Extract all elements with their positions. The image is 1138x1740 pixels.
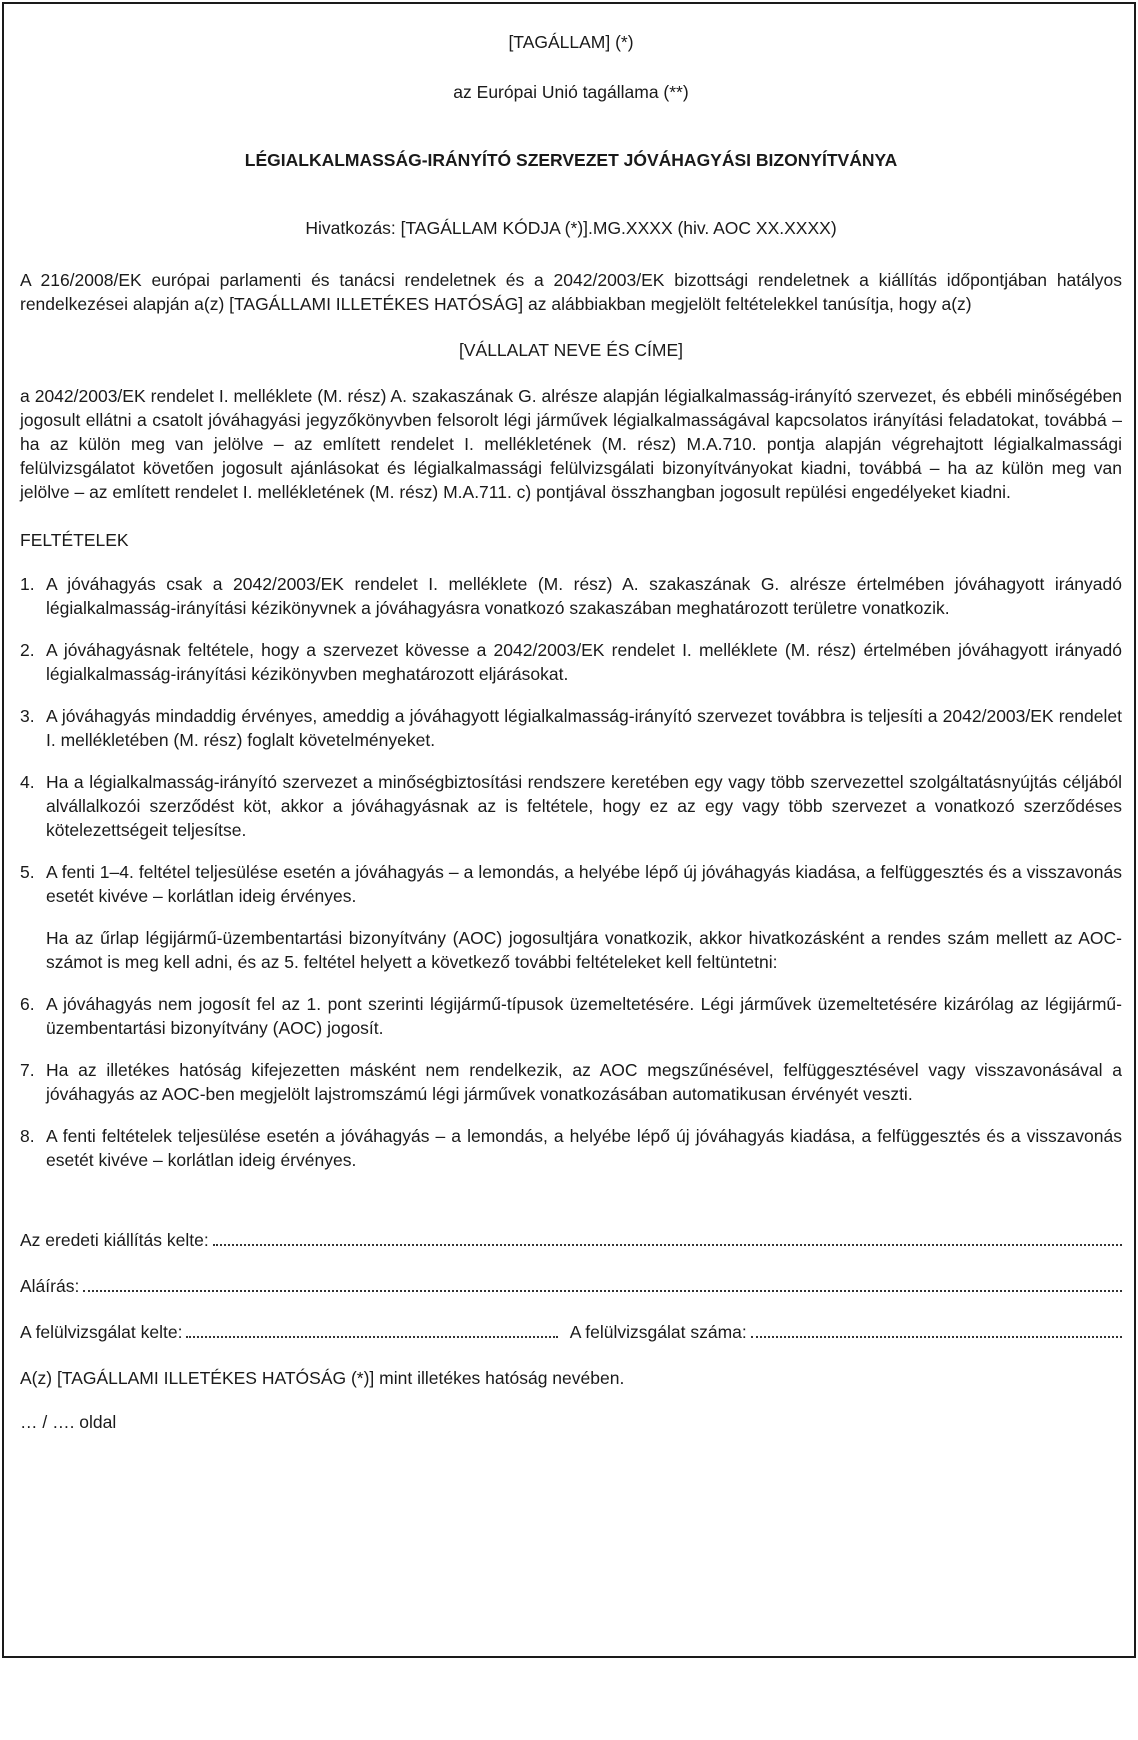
condition-number: 3. [20, 706, 35, 726]
condition-number: 6. [20, 994, 35, 1014]
condition-text: A fenti 1–4. feltétel teljesülése esetén a jóváhagyás – a lemondás, a helyébe lépő új jóváhagyás kiadása, a felfüggesztés és a visszavonás esetét kivéve – korlátlan ideig érvényes. [46, 862, 1122, 906]
certificate-content [20, 30, 1122, 1434]
condition-item [20, 770, 1122, 842]
certificate-title: LÉGIALKALMASSÁG-IRÁNYÍTÓ SZERVEZET JÓVÁHAGYÁSI BIZONYÍTVÁNYA [244, 150, 898, 170]
conditions-heading: FELTÉTELEK [20, 530, 129, 550]
aoc-condition-item [20, 992, 1122, 1040]
condition-number: 1. [20, 574, 35, 594]
scope-paragraph: a 2042/2003/EK rendelet I. melléklete (M. rész) A. szakaszának G. alrésze alapján légialkalmasság-irányító szervezet, és ebbéli minőségében jogosult ellátni a csatolt jóváhagyási jegyzőkönyvben felsorolt légi járművek légialkalmasságával kapcsolatos irányítási feladatokat, továbbá – ha az külön meg van jelölve – az említett rendelet I. mellékletének (M. rész) M.A.710. pontja alapján végrehajtott légialkalmassági felülvizsgálatot követően jogosult ajánlásokat és légialkalmassági felülvizsgálati bizonyítványokat kiadni, továbbá – ha az külön meg van jelölve – az említett rendelet I. mellékletének (M. rész) M.A.711. c) pontjával összhangban jogosult repülési engedélyeket kiadni. [20, 386, 1122, 502]
condition-text: A jóváhagyás nem jogosít fel az 1. pont szerinti légijármű-típusok üzemeltetésére. Légi járművek üzemeltetésére kizárólag az légijármű-üzembentartási bizonyítvány (AOC) jogosít. [46, 994, 1122, 1038]
condition-text: A jóváhagyás mindaddig érvényes, ameddig a jóváhagyott légialkalmasság-irányító szervezet továbbra is teljesíti a 2042/2003/EK rendelet I. mellékletében (M. rész) foglalt követelményeket. [46, 706, 1122, 750]
condition-number: 8. [20, 1126, 35, 1146]
signature-label: Aláírás: [20, 1276, 80, 1296]
member-state: [TAGÁLLAM] (*) [508, 32, 634, 52]
review-number-label: A felülvizsgálat száma: [569, 1322, 747, 1342]
review-number-dotted-line[interactable] [751, 1322, 1122, 1338]
signature-field[interactable] [20, 1274, 1122, 1298]
condition-text: Ha a légialkalmasság-irányító szervezet a minőségbiztosítási rendszere keretében egy vagy több szervezettel szolgáltatásnyújtás céljából alvállalkozói szerződést köt, akkor a jóváhagyásnak az is feltétele, hogy ez az egy vagy több szervezet a vonatkozó szerződéses kötelezettségeit teljesítse. [46, 772, 1122, 840]
aoc-condition-item [20, 1058, 1122, 1106]
issue-date-dotted-line[interactable] [213, 1230, 1122, 1246]
condition-number: 2. [20, 640, 35, 660]
aoc-note: Ha az űrlap légijármű-üzembentartási bizonyítvány (AOC) jogosultjára vonatkozik, akkor hivatkozásként a rendes szám mellett az AOC-számot is meg kell adni, és az 5. feltétel helyett a következő további feltételeket kell feltüntetni: [46, 928, 1122, 972]
condition-item [20, 704, 1122, 752]
condition-number: 7. [20, 1060, 35, 1080]
condition-item [20, 860, 1122, 908]
condition-number: 5. [20, 862, 35, 882]
intro-paragraph: A 216/2008/EK európai parlamenti és tanácsi rendeletnek és a 2042/2003/EK bizottsági rendeletnek a kiállítás időpontjában hatályos rendelkezései alapján a(z) [TAGÁLLAMI ILLETÉKES HATÓSÁG] az alábbiakban megjelölt feltételekkel tanúsítja, hogy a(z) [20, 270, 1122, 314]
condition-item [20, 638, 1122, 686]
review-date-label: A felülvizsgálat kelte: [20, 1322, 183, 1342]
review-date-dotted-line[interactable] [186, 1322, 557, 1338]
condition-text: A jóváhagyás csak a 2042/2003/EK rendelet I. melléklete (M. rész) A. szakaszának G. alrésze értelmében jóváhagyott irányadó légialkalmasság-irányítási kézikönyvnek a jóváhagyásra vonatkozó szakaszában meghatározott területre vonatkozik. [46, 574, 1122, 618]
reference-line: Hivatkozás: [TAGÁLLAM KÓDJA (*)].MG.XXXX (hiv. AOC XX.XXXX) [305, 218, 837, 238]
condition-text: A fenti feltételek teljesülése esetén a jóváhagyás – a lemondás, a helyébe lépő új jóváhagyás kiadása, a felfüggesztés és a visszavonás esetét kivéve – korlátlan ideig érvényes. [46, 1126, 1122, 1170]
on-behalf-line: A(z) [TAGÁLLAMI ILLETÉKES HATÓSÁG (*)] mint illetékes hatóság nevében. [20, 1368, 625, 1388]
issue-date-field[interactable] [20, 1228, 1122, 1252]
eu-member-line: az Európai Unió tagállama (**) [453, 82, 689, 102]
issue-date-label: Az eredeti kiállítás kelte: [20, 1230, 209, 1250]
condition-number: 4. [20, 772, 35, 792]
certificate-frame [2, 2, 1136, 1658]
review-fields [20, 1320, 1122, 1344]
condition-text: A jóváhagyásnak feltétele, hogy a szervezet kövesse a 2042/2003/EK rendelet I. melléklete (M. rész) értelmében jóváhagyott irányadó légialkalmasság-irányítási kézikönyvben meghatározott eljárásokat. [46, 640, 1122, 684]
page-indicator: … / …. oldal [20, 1412, 117, 1432]
aoc-condition-item [20, 1124, 1122, 1172]
condition-text: Ha az illetékes hatóság kifejezetten másként nem rendelkezik, az AOC megszűnésével, felfüggesztésével vagy visszavonásával a jóváhagyás az AOC-ben megjelölt lajstromszámú légi járművek vonatkozásában automatikusan érvényét veszti. [46, 1060, 1122, 1104]
company-name: [VÁLLALAT NEVE ÉS CÍME] [458, 340, 684, 360]
signature-dotted-line[interactable] [83, 1276, 1122, 1292]
condition-item [20, 572, 1122, 620]
